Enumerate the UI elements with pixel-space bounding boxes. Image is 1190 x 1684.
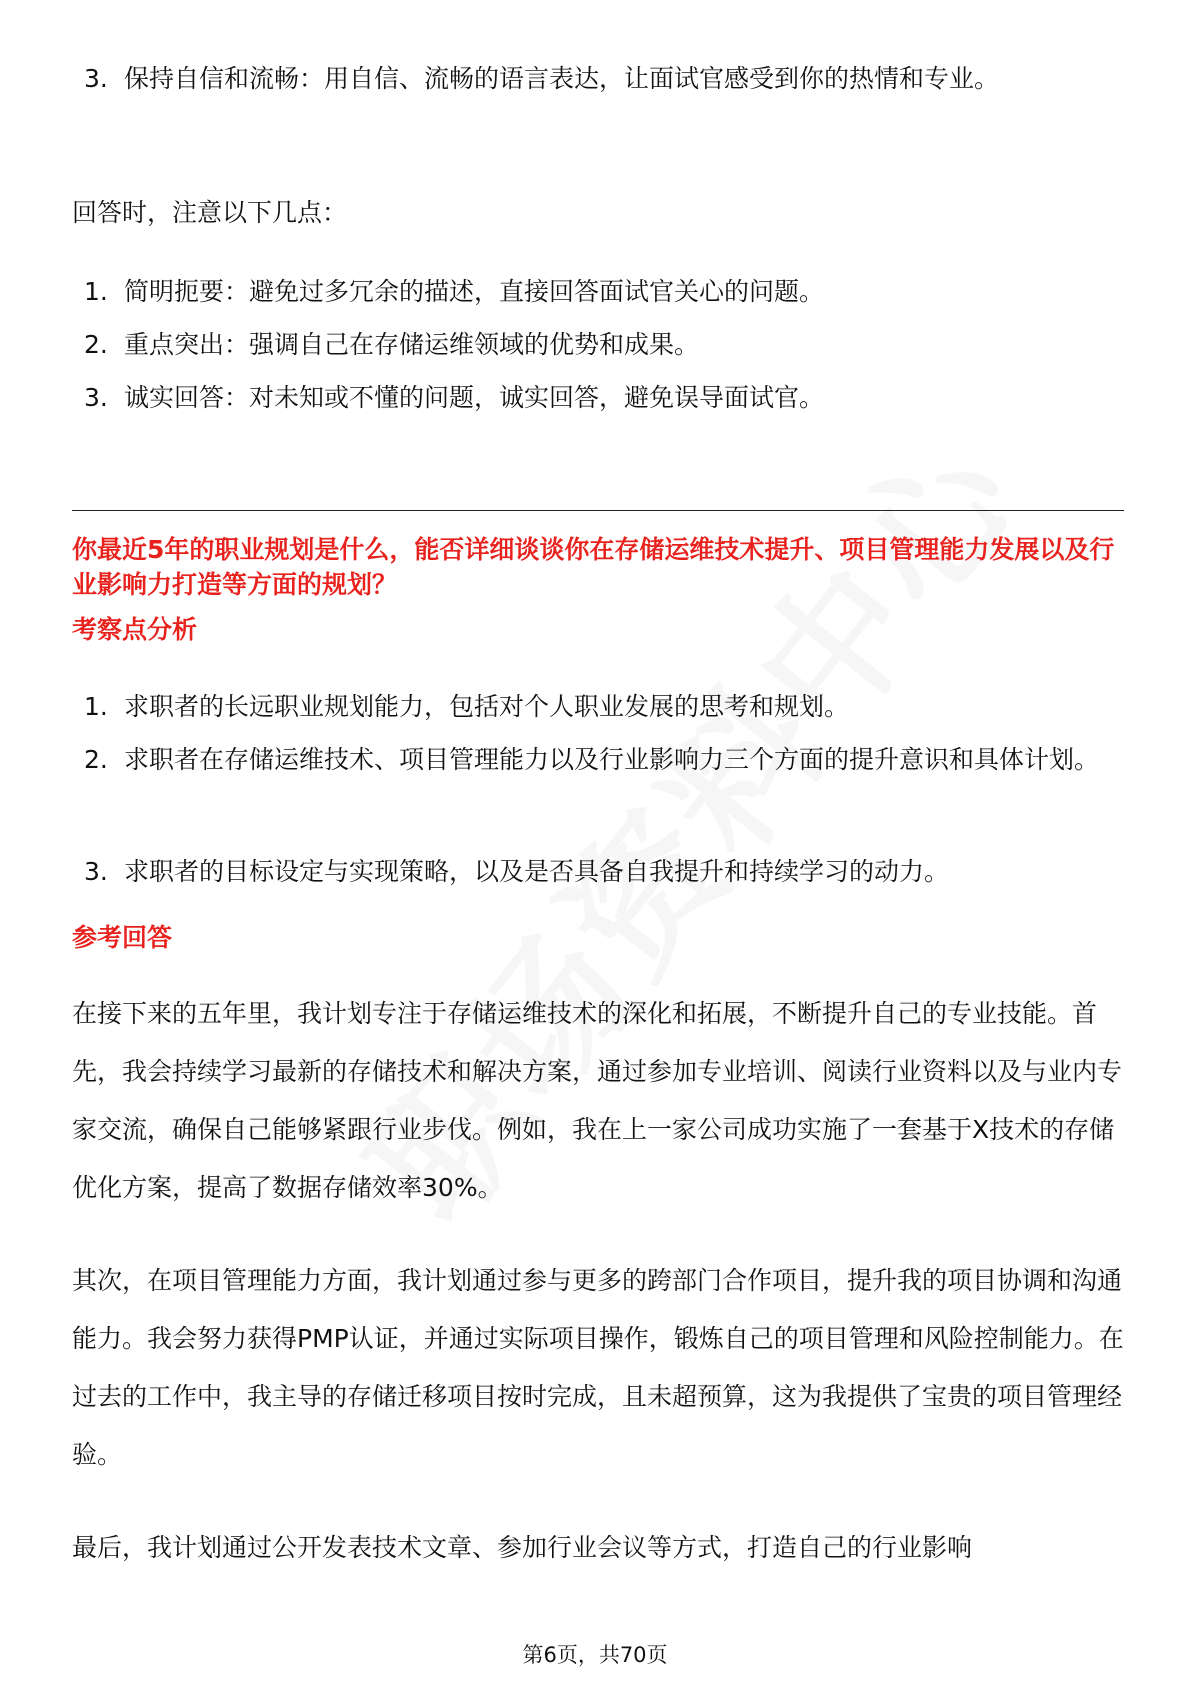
- list-item: [84, 369, 1124, 427]
- list-item: [84, 731, 1124, 789]
- answer-tips-intro: 回答时，注意以下几点：: [72, 198, 348, 227]
- page-footer: 第6页，共70页: [522, 1643, 668, 1667]
- list-item: [84, 50, 1124, 108]
- list-item: [84, 843, 1124, 901]
- list-item: [84, 263, 1124, 321]
- list-text: 求职者在存储运维技术、项目管理能力以及行业影响力三个方面的提升意识和具体计划。: [124, 745, 1100, 774]
- analysis-heading: 考察点分析: [72, 615, 198, 644]
- list-number: 3.: [84, 383, 108, 412]
- list-text: 诚实回答：对未知或不懂的问题，诚实回答，避免误导面试官。: [124, 383, 825, 412]
- reference-paragraph: 在接下来的五年里，我计划专注于存储运维技术的深化和拓展，不断提升自己的专业技能。首先，我会持续学习最新的存储技术和解决方案，通过参加专业培训、阅读行业资料以及与业内专家交流，确保自己能够紧跟行业步伐。例如，我在上一家公司成功实施了一套基于X技术的存储优化方案，提高了数据存储效率30%。: [72, 999, 1123, 1202]
- reference-paragraph: 其次，在项目管理能力方面，我计划通过参与更多的跨部门合作项目，提升我的项目协调和沟通能力。我会努力获得PMP认证，并通过实际项目操作，锻炼自己的项目管理和风险控制能力。在过去的工作中，我主导的存储迁移项目按时完成，且未超预算，这为我提供了宝贵的项目管理经验。: [72, 1266, 1124, 1469]
- list-number: 2.: [84, 330, 108, 359]
- list-number: 3.: [84, 64, 108, 93]
- list-number: 2.: [84, 745, 108, 774]
- list-item: [84, 316, 1124, 374]
- interview-question: 你最近5年的职业规划是什么，能否详细谈谈你在存储运维技术提升、项目管理能力发展以及行业影响力打造等方面的规划？: [72, 535, 1115, 599]
- list-text: 简明扼要：避免过多冗余的描述，直接回答面试官关心的问题。: [124, 277, 825, 306]
- list-text: 求职者的目标设定与实现策略，以及是否具备自我提升和持续学习的动力。: [124, 857, 950, 886]
- reference-heading: 参考回答: [72, 923, 173, 952]
- list-number: 1.: [84, 692, 108, 721]
- list-number: 3.: [84, 857, 108, 886]
- list-text: 保持自信和流畅：用自信、流畅的语言表达，让面试官感受到你的热情和专业。: [124, 64, 1000, 93]
- list-text: 求职者的长远职业规划能力，包括对个人职业发展的思考和规划。: [124, 692, 850, 721]
- section-divider: [72, 510, 1124, 511]
- list-item: [84, 678, 1124, 736]
- list-number: 1.: [84, 277, 108, 306]
- list-text: 重点突出：强调自己在存储运维领域的优势和成果。: [124, 330, 700, 359]
- reference-paragraph: 最后，我计划通过公开发表技术文章、参加行业会议等方式，打造自己的行业影响: [72, 1533, 973, 1562]
